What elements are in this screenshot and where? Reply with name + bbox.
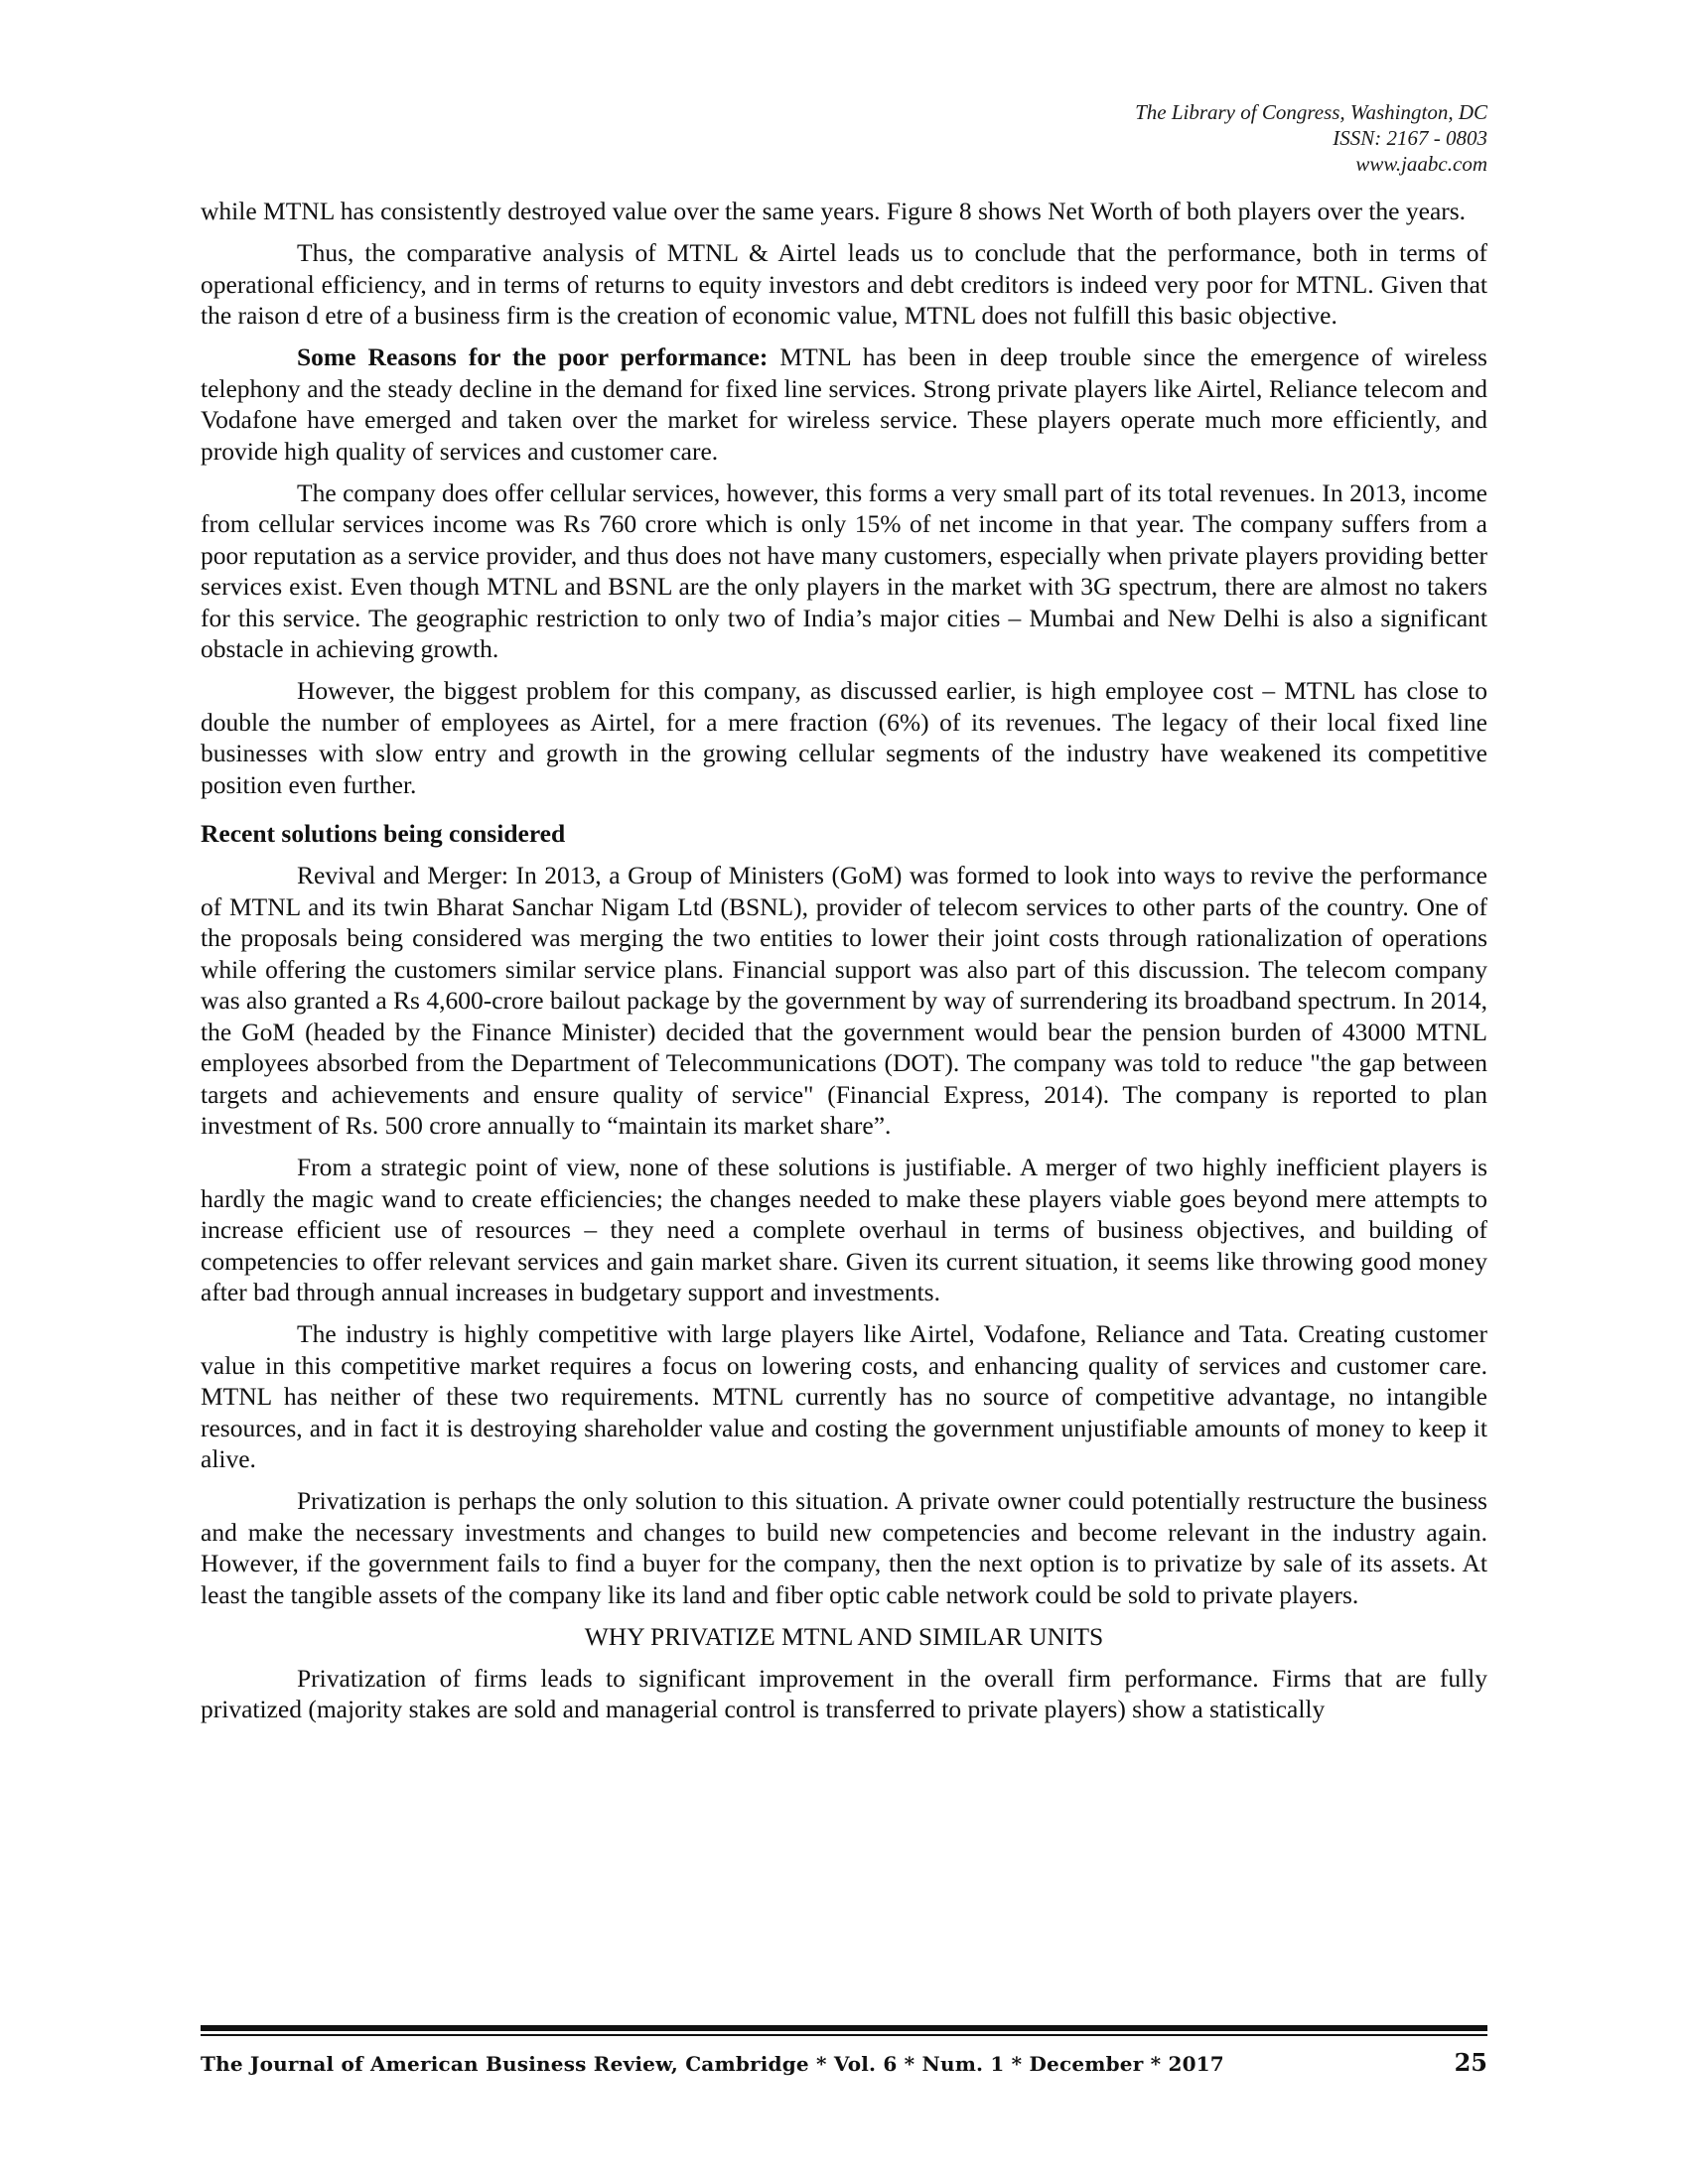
paragraph-industry: The industry is highly competitive with large players like Airtel, Vodafone, Reliance and Tata. Creating customer value in this competitive market requires a focus on lowering costs, and enhancing quality of services and customer care. MTNL has neither of these two requirements. MTNL currently has no source of competitive advantage, no intangible resources, and in fact it is destroying shareholder value and costing the government unjustifiable amounts of money to keep it alive. xyxy=(201,1319,1487,1473)
paragraph-strategic-view: From a strategic point of view, none of these solutions is justifiable. A merger of two highly inefficient players is hardly the magic wand to create efficiencies; the changes needed to make these players viable goes beyond mere attempts to increase efficient use of resources – they need a complete overhaul in terms of business objectives, and building of competencies to offer relevant services and gain market share. Given its current situation, it seems like throwing good money after bad through annual increases in budgetary support and investments. xyxy=(201,1153,1487,1306)
paragraph-continuation: while MTNL has consistently destroyed value over the same years. Figure 8 shows Net Worth of both players over the years. xyxy=(201,197,1467,225)
section-heading-recent-solutions: Recent solutions being considered xyxy=(201,819,566,848)
run-in-heading-reasons: Some Reasons for the poor performance: xyxy=(297,342,769,371)
section-heading-why-privatize: WHY PRIVATIZE MTNL AND SIMILAR UNITS xyxy=(584,1621,1104,1651)
paragraph-employee-cost: However, the biggest problem for this company, as discussed earlier, is high employee cost – MTNL has close to double the number of employees as Airtel, for a mere fraction (6%) of its revenues. The legacy of their local fixed line businesses with slow entry and growth in the growing cellular segments of the industry have weakened its competitive position even further. xyxy=(201,676,1487,799)
header-issn: ISSN: 2167 - 0803 xyxy=(1333,126,1487,150)
footer-journal-citation: The Journal of American Business Review, Cambridge * Vol. 6 * Num. 1 * December * 2017 xyxy=(201,2052,1224,2076)
paragraph-revival-merger: Revival and Merger: In 2013, a Group of Ministers (GoM) was formed to look into ways to revive the performance of MTNL and its twin Bharat Sanchar Nigam Ltd (BSNL), provider of telecom services to other parts of the country. One of the proposals being considered was merging the two entities to lower their joint costs through rationalization of operations while offering the customers similar service plans. Financial support was also part of this discussion. The telecom company was also granted a Rs 4,600-crore bailout package by the government by way of surrendering its broadband spectrum. In 2014, the GoM (headed by the Finance Minister) decided that the government would bear the pension burden of 43000 MTNL employees absorbed from the Department of Telecommunications (DOT). The company was told to reduce "the gap between targets and achievements and ensure quality of service" (Financial Express, 2014). The company is reported to plan investment of Rs. 500 crore annually to “maintain its market share”. xyxy=(201,861,1487,1140)
paragraph-privatization: Privatization is perhaps the only solution to this situation. A private owner could potentially restructure the business and make the necessary investments and changes to build new competencies and become relevant in the industry again. However, if the government fails to find a buyer for the company, then the next option is to privatize by sale of its assets. At least the tangible assets of the company like its land and fiber optic cable network could be sold to private players. xyxy=(201,1486,1487,1609)
running-header xyxy=(1135,99,1487,177)
article-body xyxy=(201,196,1487,1725)
footer-rule-thick xyxy=(201,2025,1487,2031)
paragraph-cellular: The company does offer cellular services, however, this forms a very small part of its total revenues. In 2013, income from cellular services income was Rs 760 crore which is only 15% of net income in that year. The company suffers from a poor reputation as a service provider, and thus does not have many customers, especially when private players providing better services exist. Even though MTNL and BSNL are the only players in the market with 3G spectrum, there are almost no takers for this service. The geographic restriction to only two of India’s major cities – Mumbai and New Delhi is also a significant obstacle in achieving growth. xyxy=(201,478,1487,663)
header-website: www.jaabc.com xyxy=(1355,152,1487,176)
page-number: 25 xyxy=(1454,2048,1487,2077)
footer-rule-thin xyxy=(201,2034,1487,2036)
paragraph-reasons xyxy=(201,341,1487,467)
paragraph-conclusion: Thus, the comparative analysis of MTNL & Airtel leads us to conclude that the performance, both in terms of operational efficiency, and in terms of returns to equity investors and debt creditors is indeed very poor for MTNL. Given that the raison d etre of a business firm is the creation of economic value, MTNL does not fulfill this basic objective. xyxy=(201,238,1487,330)
paragraph-reasons-text: MTNL has been in deep trouble since the emergence of wireless telephony and the steady decline in the demand for fixed line services. Strong private players like Airtel, Reliance telecom and Vodafone have emerged and taken over the market for wireless service. These players operate much more efficiently, and provide high quality of services and customer care. xyxy=(201,342,1487,466)
paragraph-privatization-benefits: Privatization of firms leads to significant improvement in the overall firm performance. Firms that are fully privatized (majority stakes are sold and managerial control is transferred to private players) show a statistically xyxy=(201,1663,1487,1723)
header-library: The Library of Congress, Washington, DC xyxy=(1135,100,1487,124)
